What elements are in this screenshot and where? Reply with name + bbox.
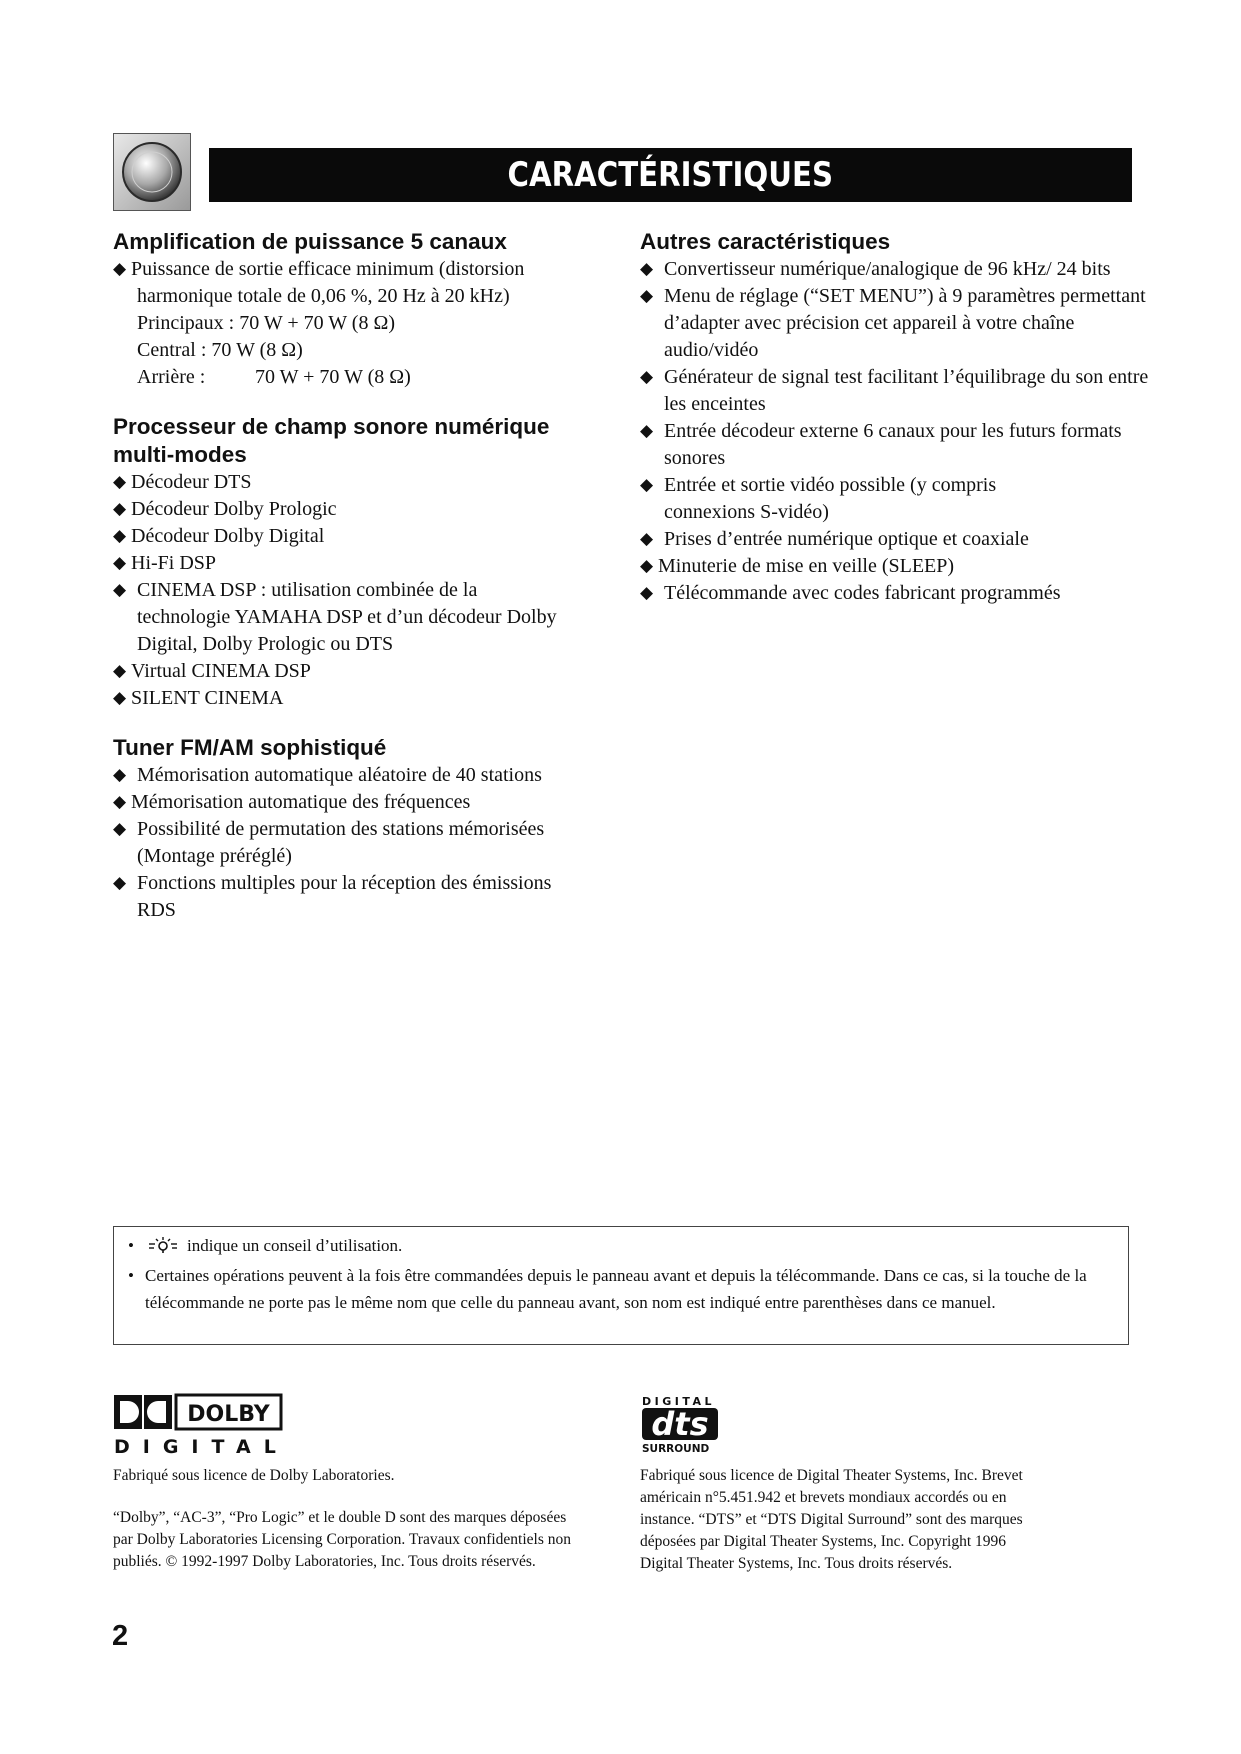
diamond-bullet-icon: ◆ [113, 580, 127, 600]
list-item: ◆ Puissance de sortie efficace minimum (distorsion [113, 256, 613, 283]
section-tuner [113, 734, 613, 924]
list-item: ◆ Décodeur Dolby Digital [113, 523, 613, 550]
dts-surround-logo [640, 1393, 722, 1460]
diamond-bullet-icon: ◆ [113, 526, 127, 546]
section-heading: Autres caractéristiques [640, 229, 891, 254]
left-column [113, 228, 613, 946]
dts-trademark-text: Fabriqué sous licence de Digital Theater Systems, Inc. Brevet américain n°5.451.942 et brevets mondiaux accordés ou en instance. “DTS” et “DTS Digital Surround” sont des marques déposées par Digital Theater Systems, Inc. Copyright 1996 Digital Theater Systems, Inc. Tous droits réservés. [640, 1467, 1023, 1572]
note-item: • indique un conseil d’utilisation. [128, 1232, 1114, 1262]
list-item: ◆ Possibilité de permutation des stations mémorisées (Montage préréglé) [113, 818, 545, 867]
list-item: ◆ Générateur de signal test facilitant l’équilibrage du son entre les enceintes [640, 366, 1149, 415]
list-item: ◆ Décodeur Dolby Prologic [113, 496, 613, 523]
diamond-bullet-icon: ◆ [640, 421, 654, 441]
list-item: ◆ Hi-Fi DSP [113, 550, 613, 577]
note-item: • Certaines opérations peuvent à la fois être commandées depuis le panneau avant et depuis la télécommande. Dans ce cas, si la touche de la télécommande ne porte pas le même nom que celle du panneau avant, son nom est indiqué entre parenthèses dans ce manuel. [128, 1262, 1114, 1316]
diamond-bullet-icon: ◆ [113, 688, 127, 708]
dolby-license-line: Fabriqué sous licence de Dolby Laboratories. [113, 1467, 395, 1484]
list-item: ◆ Convertisseur numérique/analogique de 96 kHz/ 24 bits [640, 256, 1134, 283]
diamond-bullet-icon: ◆ [113, 873, 127, 893]
dolby-digital-logo [113, 1393, 283, 1460]
lightbulb-tip-icon [145, 1235, 181, 1262]
diamond-bullet-icon: ◆ [640, 583, 654, 603]
list-item: ◆ Entrée décodeur externe 6 canaux pour les futurs formats sonores [640, 420, 1122, 469]
diamond-bullet-icon: ◆ [640, 367, 654, 387]
dts-logo-mid: dts [651, 1405, 709, 1443]
diamond-bullet-icon: ◆ [640, 286, 654, 306]
list-item: ◆ CINEMA DSP : utilisation combinée de la technologie YAMAHA DSP et d’un décodeur Dolby Digital, Dolby Prologic ou DTS [113, 579, 557, 655]
diamond-bullet-icon: ◆ [640, 259, 654, 279]
dts-license-text [640, 1465, 1060, 1575]
notes-box [113, 1226, 1129, 1345]
diamond-bullet-icon: ◆ [113, 259, 127, 279]
speaker-dial-icon [113, 133, 191, 211]
spec-value: 70 W + 70 W (8 Ω) [255, 366, 411, 388]
section-dsp [113, 413, 613, 712]
diamond-bullet-icon: ◆ [113, 661, 127, 681]
section-other-features [640, 228, 1149, 607]
list-item: ◆ Télécommande avec codes fabricant programmés [640, 580, 1140, 607]
dolby-trademark-text: “Dolby”, “AC-3”, “Pro Logic” et le double D sont des marques déposées par Dolby Laboratories Licensing Corporation. Travaux confidentiels non publiés. © 1992-1997 Dolby Laboratories, Inc. Tous droits réservés. [113, 1509, 572, 1570]
diamond-bullet-icon: ◆ [113, 499, 127, 519]
list-item: ◆ Entrée et sortie vidéo possible (y compris connexions S-vidéo) [640, 474, 997, 523]
section-heading: Amplification de puissance 5 canaux [113, 229, 507, 254]
section-amplification [113, 228, 613, 391]
right-column [640, 228, 1149, 629]
list-item: ◆ Prises d’entrée numérique optique et coaxiale [640, 526, 1140, 553]
diamond-bullet-icon: ◆ [113, 472, 127, 492]
section-heading: Tuner FM/AM sophistiqué [113, 735, 387, 760]
diamond-bullet-icon: ◆ [640, 475, 654, 495]
list-item: ◆ Fonctions multiples pour la réception des émissions RDS [113, 872, 552, 921]
spec-line: harmonique totale de 0,06 %, 20 Hz à 20 kHz) [137, 285, 510, 307]
list-item: ◆ Menu de réglage (“SET MENU”) à 9 paramètres permettant d’adapter avec précision cet appareil à votre chaîne audio/vidéo [640, 285, 1146, 361]
spec-label: Arrière : [137, 366, 206, 388]
spec-line: Central : 70 W (8 Ω) [137, 339, 303, 361]
dts-logo-top: DIGITAL [642, 1395, 716, 1408]
dts-logo-bottom: SURROUND [642, 1443, 710, 1455]
dolby-logo-word: DOLBY [187, 1402, 270, 1427]
bullet-dot-icon: • [128, 1236, 134, 1255]
diamond-bullet-icon: ◆ [640, 529, 654, 549]
section-heading: Processeur de champ sonore numérique multi-modes [113, 414, 550, 467]
dolby-license-text [113, 1465, 583, 1573]
list-item: ◆ Minuterie de mise en veille (SLEEP) [640, 553, 1140, 580]
list-item: ◆ Mémorisation automatique aléatoire de 40 stations [113, 762, 613, 789]
diamond-bullet-icon: ◆ [113, 765, 127, 785]
diamond-bullet-icon: ◆ [113, 819, 127, 839]
page-title: CARACTÉRISTIQUES [209, 148, 1132, 202]
page-number: 2 [112, 1620, 129, 1652]
dolby-logo-sub: DIGITAL [114, 1436, 283, 1455]
list-item: ◆ Décodeur DTS [113, 469, 613, 496]
spec-line [113, 364, 613, 391]
spec-line: Principaux : 70 W + 70 W (8 Ω) [137, 312, 395, 334]
bullet-dot-icon: • [128, 1266, 134, 1285]
diamond-bullet-icon: ◆ [113, 553, 127, 573]
list-item: ◆ SILENT CINEMA [113, 685, 613, 712]
diamond-bullet-icon: ◆ [640, 556, 654, 576]
diamond-bullet-icon: ◆ [113, 792, 127, 812]
list-item: ◆ Virtual CINEMA DSP [113, 658, 613, 685]
list-item: ◆ Mémorisation automatique des fréquences [113, 789, 613, 816]
